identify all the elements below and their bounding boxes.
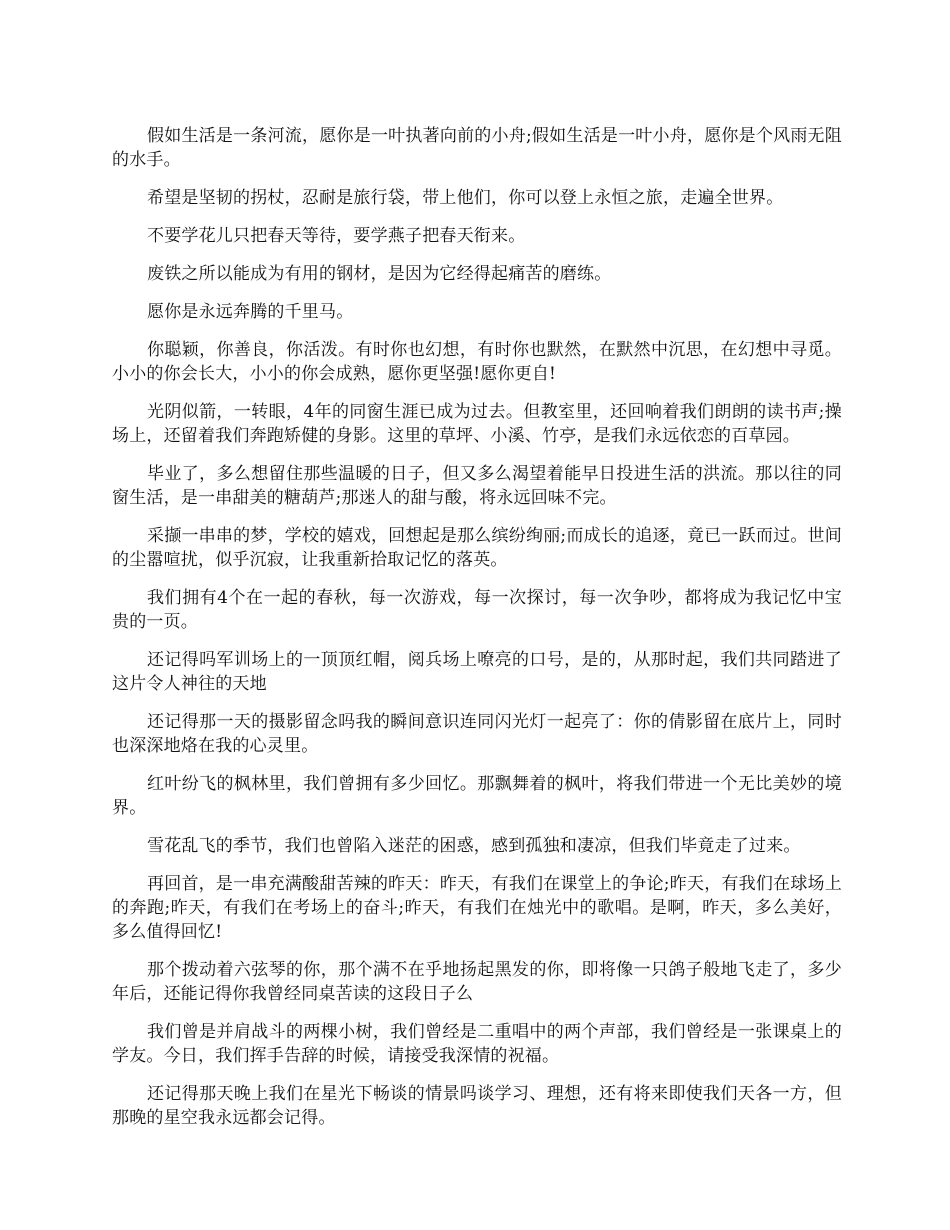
paragraph-6: 你聪颖，你善良，你活泼。有时你也幻想，有时你也默然，在默然中沉思，在幻想中寻觅。小小的你会长大，小小的你会成熟，愿你更坚强!愿你更自! [112,340,842,384]
paragraph-3: 不要学花儿只把春天等待，要学燕子把春天衔来。 [147,226,526,246]
paragraph-17: 我们曾是并肩战斗的两棵小树，我们曾经是二重唱中的两个声部，我们曾经是一张课桌上的学友。今日，我们挥手告辞的时候，请接受我深情的祝福。 [112,1022,842,1066]
paragraph-12: 还记得那一天的摄影留念吗我的瞬间意识连同闪光灯一起亮了：你的倩影留在底片上，同时也深深地烙在我的心灵里。 [112,712,842,756]
paragraph-11: 还记得吗军训场上的一顶顶红帽，阅兵场上嘹亮的口号，是的，从那时起，我们共同踏进了这片令人神往的天地 [112,650,842,694]
paragraph-9: 采撷一串串的梦，学校的嬉戏，回想起是那么缤纷绚丽;而成长的追逐，竟已一跃而过。世间的尘嚣喧扰，似乎沉寂，让我重新拾取记忆的落英。 [112,526,842,570]
paragraph-10: 我们拥有4个在一起的春秋，每一次游戏，每一次探讨，每一次争吵，都将成为我记忆中宝贵的一页。 [112,588,842,632]
paragraph-5: 愿你是永远奔腾的千里马。 [147,302,354,322]
paragraph-15: 再回首，是一串充满酸甜苦辣的昨天：昨天，有我们在课堂上的争论;昨天，有我们在球场上的奔跑;昨天，有我们在考场上的奋斗;昨天，有我们在烛光中的歌唱。是啊，昨天，多么美好，多么值得回忆! [112,874,842,942]
paragraph-8: 毕业了，多么想留住那些温暖的日子，但又多么渴望着能早日投进生活的洪流。那以往的同窗生活，是一串甜美的糖葫芦;那迷人的甜与酸，将永远回味不完。 [112,464,842,508]
paragraph-1: 假如生活是一条河流，愿你是一叶执著向前的小舟;假如生活是一叶小舟，愿你是个风雨无阻的水手。 [112,126,842,170]
paragraph-2: 希望是坚韧的拐杖，忍耐是旅行袋，带上他们，你可以登上永恒之旅，走遍全世界。 [147,188,784,208]
paragraph-13: 红叶纷飞的枫林里，我们曾拥有多少回忆。那飘舞着的枫叶，将我们带进一个无比美妙的境界。 [112,774,842,818]
paragraph-14: 雪花乱飞的季节，我们也曾陷入迷茫的困惑，感到孤独和凄凉，但我们毕竟走了过来。 [147,836,801,856]
paragraph-7: 光阴似箭，一转眼，4年的同窗生涯已成为过去。但教室里，还回响着我们朗朗的读书声;操场上，还留着我们奔跑矫健的身影。这里的草坪、小溪、竹亭，是我们永远依恋的百草园。 [112,402,842,446]
paragraph-4: 废铁之所以能成为有用的钢材，是因为它经得起痛苦的磨练。 [147,264,612,284]
paragraph-16: 那个拨动着六弦琴的你，那个满不在乎地扬起黑发的你，即将像一只鸽子般地飞走了，多少年后，还能记得你我曾经同桌苦读的这段日子么 [112,960,842,1004]
paragraph-18: 还记得那天晚上我们在星光下畅谈的情景吗谈学习、理想，还有将来即使我们天各一方，但那晚的星空我永远都会记得。 [112,1084,842,1128]
